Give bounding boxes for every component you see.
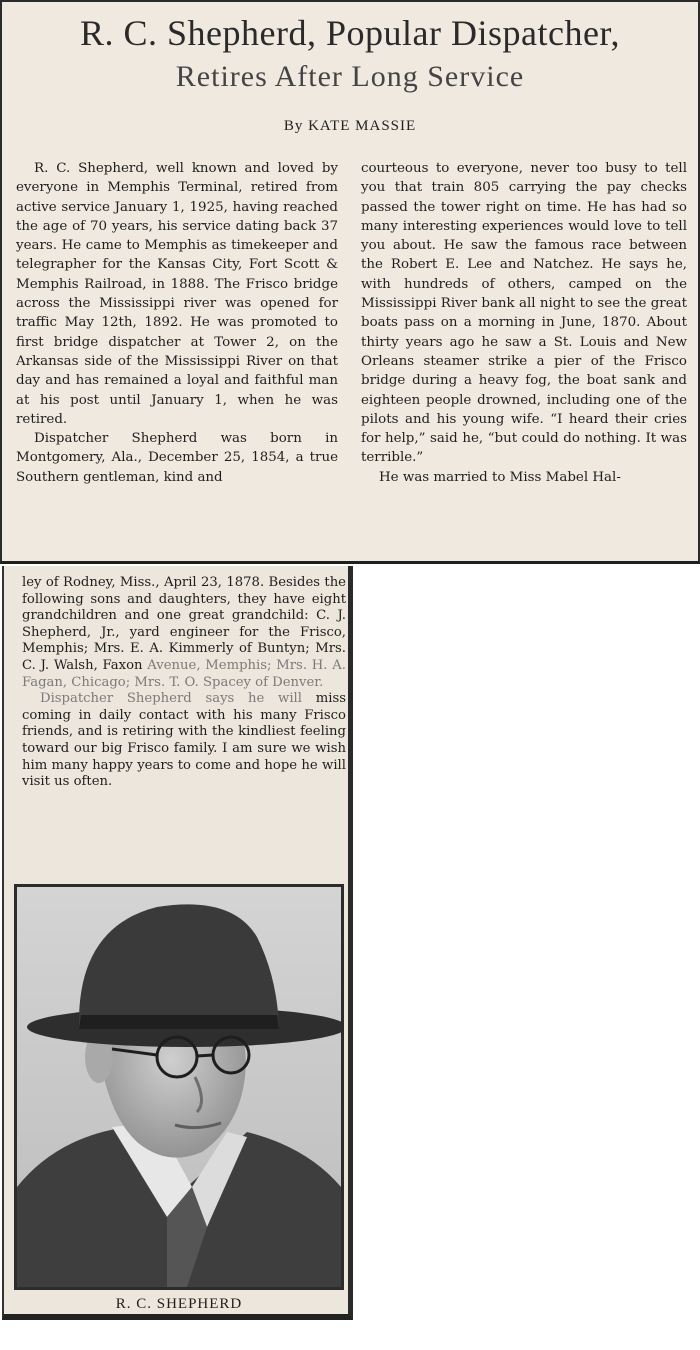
article-clipping-top [0,0,700,564]
paragraph [22,691,346,791]
article-column-left [16,159,338,487]
headline-primary: R. C. Shepherd, Popular Dispatcher, [80,13,620,53]
text-run: miss coming in daily contact with his many Frisco friends, and is retiring with the kindliest feeling toward our big Frisco family. I am sure we wish him many happy years to come and hope he will visit us often. [22,691,346,790]
article-column-continued [22,575,346,791]
portrait-image [17,887,341,1287]
article-column-right [361,159,687,487]
paragraph: courteous to everyone, never too busy to tell you that train 805 carrying the pay checks passed the tower right on time. He has had so many interesting experiences would love to tell you about. He saw the famous race between the Robert E. Lee and Natchez. He says he, with hundreds of others, camped on the Mississippi River bank all night to see the great boats pass on a morning in June, 1870. About thirty years ago he saw a St. Louis and New Orleans steamer strike a pier of the Frisco bridge during a heavy fog, the boat sank and eighteen people drowned, including one of the pilots and his young wife. “I heard their cries for help,” said he, “but could do nothing. It was terrible.” [361,161,687,466]
paragraph: He was married to Miss Mabel Hal- [379,469,621,485]
portrait-photo [14,884,344,1290]
text-run: ley of Rodney, Miss., April 23, 1878. Besides the following sons and daughters, they have eight grandchildren and one great grandchild: C. J. Shepherd, Jr., yard engineer for the Frisco, Memphis; Mrs. E. A. Kimmerly of Buntyn; Mrs. C. J. Walsh, Faxon [22,575,346,673]
photo-caption: R. C. SHEPHERD [115,1296,243,1312]
paragraph: R. C. Shepherd, well known and loved by everyone in Memphis Terminal, retired from active service January 1, 1925, having reached the age of 70 years, his service dating back 37 years. He came to Memphis as timekeeper and telegrapher for the Kansas City, Fort Scott & Memphis Railroad, in 1888. The Frisco bridge across the Mississippi river was opened for traffic May 12th, 1892. He was promoted to first bridge dispatcher at Tower 2, on the Arkansas side of the Mississippi River on that day and has remained a loyal and faithful man at his post until January 1, when he was retired. [16,161,338,427]
byline: By KATE MASSIE [283,118,417,134]
faded-text: Avenue, Memphis; Mrs. H. A. Fagan, Chicago; Mrs. T. O. Spacey of Denver. [22,657,346,690]
headline-secondary: Retires After Long Service [175,60,525,93]
paragraph [22,575,346,691]
paragraph: Dispatcher Shepherd was born in Montgomery, Ala., December 25, 1854, a true Southern gentleman, kind and [16,431,338,485]
faded-text: Dispatcher Shepherd says he will [40,691,316,707]
